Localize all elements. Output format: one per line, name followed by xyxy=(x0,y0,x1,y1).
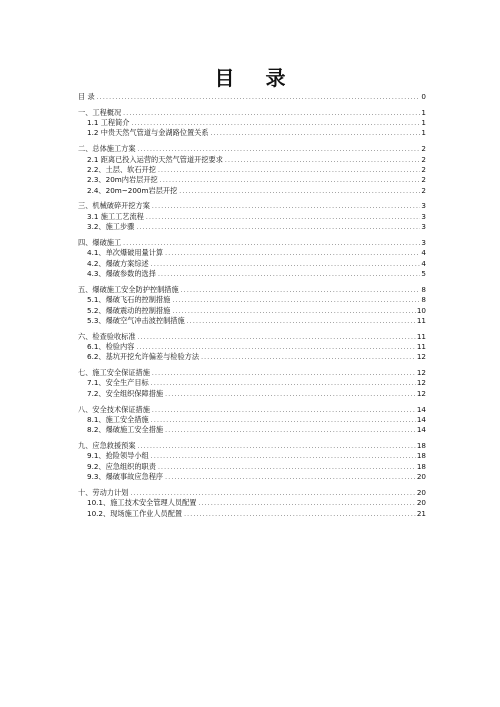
toc-entry-title: 七、施工安全保证措施 xyxy=(78,368,150,378)
toc-subsection-entry[interactable] xyxy=(78,295,426,305)
toc-entry-title: 1.1 工程简介 xyxy=(87,118,130,128)
toc-subsection-entry[interactable] xyxy=(78,462,426,472)
toc-page-number: 2 xyxy=(421,154,426,164)
toc-subsection-entry[interactable] xyxy=(78,472,426,482)
toc-page-number: 14 xyxy=(416,425,426,435)
toc-entry-title: 3.2、施工步骤 xyxy=(87,222,135,232)
toc-subsection-entry[interactable] xyxy=(78,175,426,185)
toc-section-entry[interactable] xyxy=(78,108,426,118)
toc-page-number: 4 xyxy=(421,248,426,258)
toc-title: 目 录 xyxy=(214,66,298,90)
toc-entry-title: 目 录 xyxy=(78,92,95,101)
toc-dot-leader xyxy=(165,249,420,259)
toc-dot-leader xyxy=(201,353,416,363)
toc-page-number: 3 xyxy=(421,211,426,221)
toc-entry-title: 2.3、20m内岩层开挖 xyxy=(87,175,158,185)
toc-dot-leader xyxy=(152,369,416,379)
toc-entry-title: 8.1、施工安全措施 xyxy=(87,414,149,424)
toc-entry-title: 9.3、爆破事故应急程序 xyxy=(87,472,164,482)
toc-page-number: 11 xyxy=(416,331,426,341)
toc-dot-leader xyxy=(152,406,416,416)
toc-dot-leader xyxy=(136,223,420,233)
toc-entry-title: 8.2、爆破施工安全措施 xyxy=(87,425,164,435)
toc-page-number: 20 xyxy=(416,472,426,482)
toc-dot-leader xyxy=(123,109,420,119)
toc-subsection-entry[interactable] xyxy=(78,316,426,326)
toc-dot-leader xyxy=(165,473,416,483)
toc-section-entry[interactable] xyxy=(78,285,426,295)
toc-section-entry[interactable] xyxy=(78,238,426,248)
toc-page-number: 1 xyxy=(421,128,426,138)
toc-dot-leader xyxy=(151,416,416,426)
toc-dot-leader xyxy=(123,239,420,249)
toc-subsection-entry[interactable] xyxy=(78,415,426,425)
toc-section-entry[interactable] xyxy=(78,368,426,378)
toc-page-number: 4 xyxy=(421,258,426,268)
toc-dot-leader xyxy=(211,129,421,139)
toc-page-number: 3 xyxy=(421,201,426,211)
toc-subsection-entry[interactable] xyxy=(78,186,426,196)
toc-dot-leader xyxy=(198,499,415,509)
toc-entry-title: 10.2、现场施工作业人员配置 xyxy=(87,508,183,518)
toc-entry-title: 四、爆破施工 xyxy=(78,237,122,247)
toc-section-entry[interactable] xyxy=(78,441,426,451)
toc-dot-leader xyxy=(179,187,420,197)
toc-dot-leader xyxy=(165,426,416,436)
toc-page-number: 12 xyxy=(416,378,426,388)
toc-subsection-entry[interactable] xyxy=(78,451,426,461)
toc-entry-title: 4.2、爆破方案综述 xyxy=(87,258,149,268)
toc-page-number: 5 xyxy=(421,269,426,279)
toc-entry-title: 二、总体施工方案 xyxy=(78,144,136,154)
toc-dot-leader xyxy=(181,286,421,296)
toc-subsection-entry[interactable] xyxy=(78,342,426,352)
toc-entry-title: 2.4、20m~200m岩层开挖 xyxy=(87,185,178,195)
toc-page-number: 20 xyxy=(416,487,426,497)
toc-subsection-entry[interactable] xyxy=(78,498,426,508)
toc-subsection-entry[interactable] xyxy=(78,248,426,258)
toc-page-number: 14 xyxy=(416,404,426,414)
toc-entry-title: 一、工程概况 xyxy=(78,107,122,117)
toc-entry-title: 2.2、土层、软石开挖 xyxy=(87,164,156,174)
toc-page-number: 1 xyxy=(421,107,426,117)
toc-page-number: 18 xyxy=(416,451,426,461)
toc-dot-leader xyxy=(184,510,416,520)
toc-subsection-entry[interactable] xyxy=(78,155,426,165)
toc-subsection-entry[interactable] xyxy=(78,118,426,128)
toc-entry-title: 六、检查验收标准 xyxy=(78,331,136,341)
toc-subsection-entry[interactable] xyxy=(78,306,426,316)
toc-page-number: 3 xyxy=(421,222,426,232)
toc-subsection-entry[interactable] xyxy=(78,212,426,222)
toc-section-entry[interactable] xyxy=(78,144,426,154)
toc-page-number: 10 xyxy=(416,305,426,315)
toc-entry-title: 7.1、安全生产目标 xyxy=(87,378,149,388)
toc-subsection-entry[interactable] xyxy=(78,259,426,269)
toc-dot-leader xyxy=(151,379,416,389)
toc-dot-leader xyxy=(138,333,416,343)
toc-dot-leader xyxy=(160,176,421,186)
toc-page-number: 0 xyxy=(421,92,426,101)
toc-dot-leader xyxy=(138,442,416,452)
toc-subsection-entry[interactable] xyxy=(78,509,426,519)
toc-entry-title: 1.2 中贵天然气管道与金湖路位置关系 xyxy=(87,128,209,138)
toc-dot-leader xyxy=(158,166,420,176)
toc-dot-leader xyxy=(172,307,416,317)
toc-page-number: 18 xyxy=(416,461,426,471)
toc-page-number: 12 xyxy=(416,368,426,378)
toc-page-number: 2 xyxy=(421,164,426,174)
toc-subsection-entry[interactable] xyxy=(78,389,426,399)
toc-section-entry[interactable] xyxy=(78,332,426,342)
toc-entry-title: 7.2、安全组织保障措施 xyxy=(87,388,164,398)
toc-dot-leader xyxy=(151,260,421,270)
toc-subsection-entry[interactable] xyxy=(78,352,426,362)
toc-entry-title: 八、安全技术保证措施 xyxy=(78,404,150,414)
toc-subsection-entry[interactable] xyxy=(78,425,426,435)
toc-entry-title: 9.1、抢险领导小组 xyxy=(87,451,149,461)
toc-entry-title: 九、应急救援预案 xyxy=(78,441,136,450)
toc-entry-title: 4.3、爆破参数的选择 xyxy=(87,269,156,279)
toc-section-entry[interactable] xyxy=(78,488,426,498)
toc-entry-title: 4.1、单次爆破用量计算 xyxy=(87,248,164,258)
toc-page-number: 2 xyxy=(421,185,426,195)
toc-dot-leader xyxy=(158,270,420,280)
toc-page-number: 21 xyxy=(416,508,426,518)
toc-dot-leader xyxy=(225,156,421,166)
toc-entry-title: 3.1 施工工艺流程 xyxy=(87,211,144,221)
toc-dot-leader xyxy=(151,452,416,462)
toc-entry-title: 9.2、应急组织的职责 xyxy=(87,461,156,471)
toc-dot-leader xyxy=(187,317,416,327)
toc-section-entry[interactable] xyxy=(78,405,426,415)
toc-subsection-entry[interactable] xyxy=(78,165,426,175)
toc-page-number: 2 xyxy=(421,144,426,154)
toc-page-number: 12 xyxy=(416,388,426,398)
toc-subsection-entry[interactable] xyxy=(78,128,426,138)
toc-dot-leader xyxy=(146,213,421,223)
toc-entry-title: 三、机械破碎开挖方案 xyxy=(78,201,150,211)
toc-subsection-entry[interactable] xyxy=(78,269,426,279)
toc-page-number: 14 xyxy=(416,414,426,424)
toc-page-number: 8 xyxy=(421,284,426,294)
toc-entry-title: 十、劳动力计划 xyxy=(78,487,129,497)
toc-entry-title: 6.1、检验内容 xyxy=(87,341,135,351)
toc-page-number: 18 xyxy=(416,441,426,450)
toc-dot-leader xyxy=(152,202,421,212)
toc-entry-title: 5.2、爆破震动的控制措施 xyxy=(87,305,171,315)
toc-section-entry[interactable] xyxy=(78,201,426,211)
toc-entry-title: 五、爆破施工安全防护控制措施 xyxy=(78,284,179,294)
toc-list xyxy=(78,92,426,519)
toc-page-number: 20 xyxy=(416,498,426,508)
toc-entry-title: 5.1、爆破飞石的控制措施 xyxy=(87,295,171,305)
toc-section-entry[interactable] xyxy=(78,92,426,102)
toc-page-number: 11 xyxy=(416,315,426,325)
toc-page-number: 11 xyxy=(416,341,426,351)
toc-page-number: 1 xyxy=(421,118,426,128)
toc-dot-leader xyxy=(97,93,421,103)
toc-dot-leader xyxy=(158,463,416,473)
toc-page-number: 12 xyxy=(416,352,426,362)
toc-entry-title: 5.3、爆破空气冲击波控制措施 xyxy=(87,315,185,325)
toc-entry-title: 2.1 距离已投入运营的天然气管道开挖要求 xyxy=(87,154,223,164)
toc-entry-title: 10.1、施工技术安全管理人员配置 xyxy=(87,498,197,508)
toc-page-number: 3 xyxy=(421,237,426,247)
toc-subsection-entry[interactable] xyxy=(78,378,426,388)
toc-dot-leader xyxy=(172,296,420,306)
toc-dot-leader xyxy=(165,390,416,400)
toc-entry-title: 6.2、基坑开挖允许偏差与检验方法 xyxy=(87,352,200,362)
toc-page-number: 2 xyxy=(421,175,426,185)
toc-page-number: 8 xyxy=(421,295,426,305)
toc-subsection-entry[interactable] xyxy=(78,222,426,232)
